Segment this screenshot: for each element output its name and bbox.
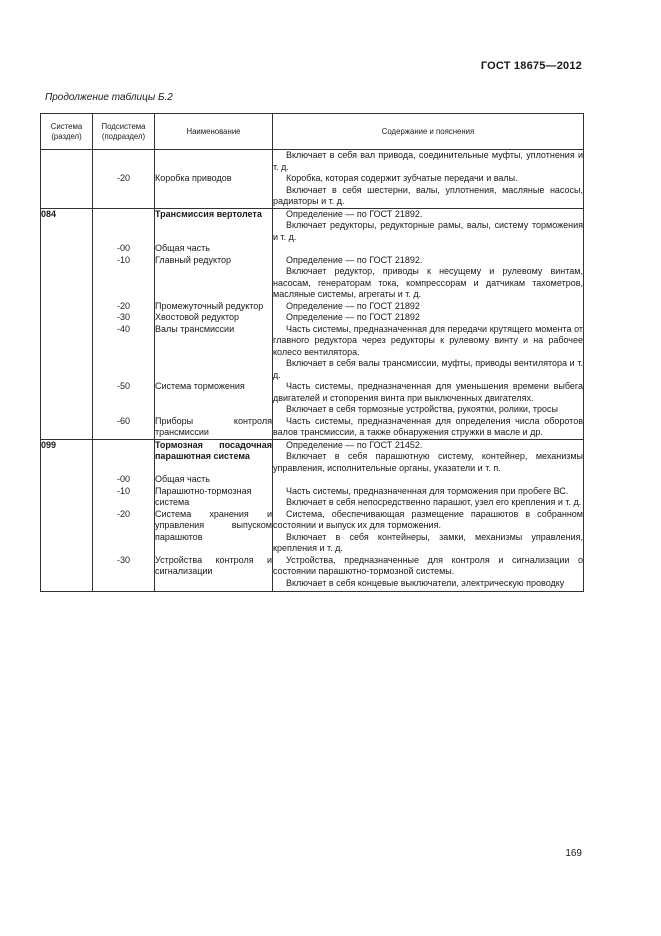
table-row bbox=[41, 150, 584, 174]
item-name bbox=[155, 416, 273, 440]
item-name bbox=[155, 474, 273, 486]
system-code bbox=[41, 312, 93, 324]
item-name bbox=[155, 509, 273, 555]
item-description bbox=[273, 486, 584, 509]
col-header-name: Наименование bbox=[155, 114, 273, 150]
table-row bbox=[41, 208, 584, 243]
item-name-text: Общая часть bbox=[155, 243, 210, 253]
description-paragraph: Включает в себя концевые выключатели, электрическую проводку bbox=[286, 577, 565, 588]
subsystem-code bbox=[93, 208, 155, 243]
subsystem-code: -20 bbox=[93, 173, 155, 208]
system-code bbox=[41, 555, 93, 592]
description-paragraph: Включает в себя парашютную систему, контейнер, механизмы управления, исполнительные органы, указатели и т. п. bbox=[273, 451, 583, 473]
description-paragraph: Включает в себя вал привода, соединительные муфты, уплотнения и т. д. bbox=[273, 150, 583, 172]
table-row bbox=[41, 173, 584, 208]
item-name bbox=[155, 381, 273, 416]
system-code bbox=[41, 173, 93, 208]
subsystem-code bbox=[93, 439, 155, 474]
description-paragraph: Определение — по ГОСТ 21892. bbox=[286, 254, 423, 265]
subsystem-code: -40 bbox=[93, 324, 155, 382]
system-code bbox=[41, 509, 93, 555]
table-body bbox=[41, 150, 584, 592]
table-row bbox=[41, 301, 584, 313]
item-description bbox=[273, 509, 584, 555]
item-description bbox=[273, 301, 584, 313]
item-description bbox=[273, 555, 584, 592]
description-paragraph: Включает в себя тормозные устройства, рукоятки, ролики, тросы bbox=[286, 404, 559, 414]
system-code: 099 bbox=[41, 439, 93, 474]
system-code bbox=[41, 474, 93, 486]
table-row bbox=[41, 243, 584, 255]
subsystem-code bbox=[93, 150, 155, 174]
item-name-text: Коробка приводов bbox=[155, 173, 232, 183]
item-name bbox=[155, 243, 273, 255]
subsystem-code: -60 bbox=[93, 416, 155, 440]
item-name bbox=[155, 324, 273, 382]
system-code bbox=[41, 301, 93, 313]
table-row bbox=[41, 555, 584, 592]
subsystem-code: -20 bbox=[93, 301, 155, 313]
description-paragraph: Часть системы, предназначенная для уменьшения времени выбега двигателей и стопорения винта при выключенных двигателях. bbox=[273, 381, 583, 403]
item-name-text: Система хранения и управления выпуском парашютов bbox=[155, 508, 272, 542]
item-description bbox=[273, 312, 584, 324]
description-paragraph: Часть системы, предназначенная для передачи крутящего момента от главного редуктора через редукторы к рулевому винту и на рабочее колесо вентилятора. bbox=[273, 323, 583, 357]
description-paragraph: Включает редукторы, редукторные рамы, валы, систему торможения и т. д. bbox=[273, 220, 583, 242]
table-continuation-caption: Продолжение таблицы Б.2 bbox=[45, 92, 173, 103]
table-row bbox=[41, 324, 584, 382]
item-name-text: Главный редуктор bbox=[155, 254, 232, 265]
system-code: 084 bbox=[41, 208, 93, 243]
table-row bbox=[41, 312, 584, 324]
item-name bbox=[155, 555, 273, 592]
subsystem-code: -10 bbox=[93, 486, 155, 509]
item-name bbox=[155, 301, 273, 313]
table-row bbox=[41, 439, 584, 474]
item-name-text: Общая часть bbox=[155, 474, 210, 484]
system-code bbox=[41, 416, 93, 440]
item-name-text: Промежуточный редуктор bbox=[155, 300, 264, 311]
col-header-content: Содержание и пояснения bbox=[273, 114, 584, 150]
item-name bbox=[155, 312, 273, 324]
item-description bbox=[273, 255, 584, 301]
subsystem-code: -20 bbox=[93, 509, 155, 555]
item-name-text: Парашютно-тормозная система bbox=[155, 485, 252, 507]
item-name-text: Валы трансмиссии bbox=[155, 323, 235, 334]
description-paragraph: Коробка, которая содержит зубчатые передачи и валы. bbox=[286, 173, 518, 183]
subsystem-code: -30 bbox=[93, 555, 155, 592]
item-name bbox=[155, 208, 273, 243]
system-code bbox=[41, 381, 93, 416]
col-header-system: Система (раздел) bbox=[41, 114, 93, 150]
item-name bbox=[155, 486, 273, 509]
description-paragraph: Устройства, предназначенные для контроля и сигнализации о состоянии парашютно-тормозной системы. bbox=[273, 554, 583, 576]
subsystem-code: -10 bbox=[93, 255, 155, 301]
description-paragraph: Включает в себя контейнеры, замки, механизмы управления, крепления и т. д. bbox=[273, 531, 583, 553]
item-name bbox=[155, 255, 273, 301]
system-code bbox=[41, 243, 93, 255]
item-description bbox=[273, 150, 584, 174]
item-name-text: Трансмиссия вертолета bbox=[155, 208, 262, 219]
description-paragraph: Определение — по ГОСТ 21892. bbox=[286, 208, 423, 219]
table-row bbox=[41, 255, 584, 301]
page-number: 169 bbox=[565, 848, 582, 859]
item-name-text: Приборы контроля трансмиссии bbox=[155, 415, 272, 437]
table-row bbox=[41, 509, 584, 555]
subsystem-code: -30 bbox=[93, 312, 155, 324]
table-row bbox=[41, 486, 584, 509]
item-name bbox=[155, 439, 273, 474]
subsystem-code: -00 bbox=[93, 243, 155, 255]
system-code bbox=[41, 255, 93, 301]
classification-table bbox=[40, 113, 584, 592]
item-description bbox=[273, 208, 584, 243]
table-row bbox=[41, 381, 584, 416]
item-description bbox=[273, 474, 584, 486]
table-row bbox=[41, 474, 584, 486]
item-description bbox=[273, 173, 584, 208]
table-row bbox=[41, 416, 584, 440]
description-paragraph: Определение — по ГОСТ 21892 bbox=[286, 312, 420, 322]
document-code: ГОСТ 18675—2012 bbox=[480, 60, 582, 72]
item-name-text: Устройства контроля и сигнализации bbox=[155, 554, 272, 576]
description-paragraph: Часть системы, предназначенная для определения числа оборотов валов трансмиссии, а также обнаружения стружки в масле и др. bbox=[273, 415, 583, 437]
description-paragraph: Определение — по ГОСТ 21452. bbox=[286, 439, 423, 450]
item-description bbox=[273, 439, 584, 474]
col-header-subsystem: Подсистема (подраздел) bbox=[93, 114, 155, 150]
item-name-text: Система торможения bbox=[155, 381, 245, 391]
subsystem-code: -00 bbox=[93, 474, 155, 486]
item-name-text: Тормозная посадочная парашютная система bbox=[155, 439, 272, 461]
item-description bbox=[273, 243, 584, 255]
table-header-row bbox=[41, 114, 584, 150]
item-description bbox=[273, 416, 584, 440]
description-paragraph: Определение — по ГОСТ 21892 bbox=[286, 300, 420, 311]
item-name bbox=[155, 150, 273, 174]
system-code bbox=[41, 324, 93, 382]
item-description bbox=[273, 381, 584, 416]
item-name bbox=[155, 173, 273, 208]
description-paragraph: Часть системы, предназначенная для торможения при пробеге ВС. bbox=[286, 485, 569, 496]
description-paragraph: Включает в себя шестерни, валы, уплотнения, масляные насосы, радиаторы и т. д. bbox=[273, 184, 583, 206]
description-paragraph: Включает редуктор, приводы к несущему и рулевому винтам, насосам, генераторам тока, компрессорам и датчикам тахометров, масляные системы, агрегаты и т. д. bbox=[273, 266, 583, 299]
subsystem-code: -50 bbox=[93, 381, 155, 416]
description-paragraph: Включает в себя непосредственно парашют, узел его крепления и т. д. bbox=[286, 497, 582, 507]
item-description bbox=[273, 324, 584, 382]
item-name-text: Хвостовой редуктор bbox=[155, 312, 240, 322]
system-code bbox=[41, 486, 93, 509]
system-code bbox=[41, 150, 93, 174]
description-paragraph: Система, обеспечивающая размещение парашютов в собранном состоянии и выпуск их для торможения. bbox=[273, 508, 583, 530]
description-paragraph: Включает в себя валы трансмиссии, муфты, приводы вентилятора и т. д. bbox=[273, 358, 583, 380]
